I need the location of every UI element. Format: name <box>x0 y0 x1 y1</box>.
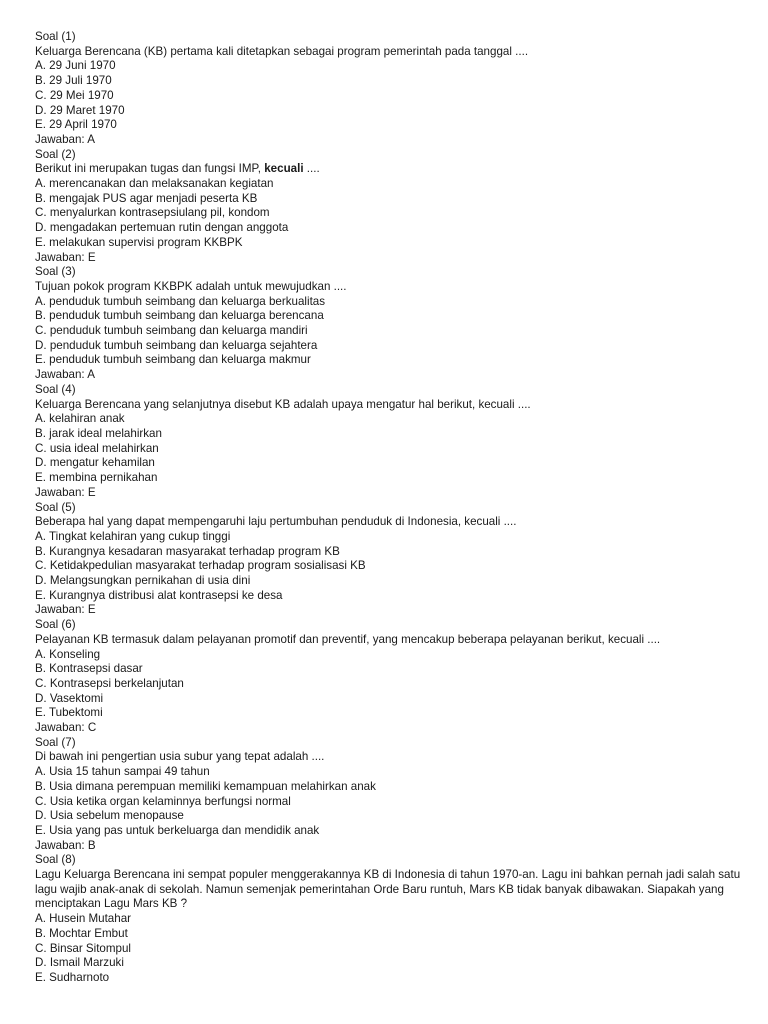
answer: Jawaban: A <box>35 132 95 146</box>
question-text: Beberapa hal yang dapat mempengaruhi laju pertumbuhan penduduk di Indonesia, kecuali .... <box>35 515 517 529</box>
question-label: Soal (2) <box>35 147 76 161</box>
option: B. penduduk tumbuh seimbang dan keluarga berencana <box>35 309 324 323</box>
option: C. Usia ketika organ kelaminnya berfungsi normal <box>35 794 291 808</box>
question-block <box>35 853 745 985</box>
option: B. Kurangnya kesadaran masyarakat terhadap program KB <box>35 544 340 558</box>
option: B. Mochtar Embut <box>35 926 128 940</box>
question-label: Soal (1) <box>35 30 76 43</box>
option: E. Usia yang pas untuk berkeluarga dan mendidik anak <box>35 823 320 837</box>
option: C. Binsar Sitompul <box>35 941 132 955</box>
question-text: Keluarga Berencana yang selanjutnya disebut KB adalah upaya mengatur hal berikut, kecuali .... <box>35 397 531 411</box>
option: A. Tingkat kelahiran yang cukup tinggi <box>35 529 231 543</box>
option: D. Vasektomi <box>35 691 104 705</box>
option: B. Usia dimana perempuan memiliki kemampuan melahirkan anak <box>35 779 376 793</box>
option: E. membina pernikahan <box>35 471 158 485</box>
question-label: Soal (7) <box>35 735 76 749</box>
option: C. 29 Mei 1970 <box>35 88 114 102</box>
answer: Jawaban: E <box>35 485 96 499</box>
question-text-end: .... <box>306 162 320 176</box>
answer: Jawaban: A <box>35 368 95 382</box>
question-label: Soal (6) <box>35 618 76 632</box>
option: D. penduduk tumbuh seimbang dan keluarga sejahtera <box>35 338 318 352</box>
option: A. Husein Mutahar <box>35 912 132 926</box>
option: A. penduduk tumbuh seimbang dan keluarga berkualitas <box>35 294 326 308</box>
option: A. merencanakan dan melaksanakan kegiatan <box>35 177 274 191</box>
question-label: Soal (5) <box>35 500 76 514</box>
option: B. jarak ideal melahirkan <box>35 426 162 440</box>
question-block <box>35 265 745 383</box>
question-text-start: Berikut ini merupakan tugas dan fungsi IMP, <box>35 162 261 176</box>
option: E. penduduk tumbuh seimbang dan keluarga makmur <box>35 353 311 367</box>
option: A. Konseling <box>35 647 101 661</box>
option: D. mengatur kehamilan <box>35 456 155 470</box>
option: A. Usia 15 tahun sampai 49 tahun <box>35 765 210 779</box>
question-label: Soal (4) <box>35 382 76 396</box>
option: C. penduduk tumbuh seimbang dan keluarga mandiri <box>35 324 308 338</box>
question-block <box>35 383 745 501</box>
question-text: Tujuan pokok program KKBPK adalah untuk mewujudkan .... <box>35 279 347 293</box>
question-block <box>35 618 745 736</box>
document-page <box>35 30 745 986</box>
option: D. mengadakan pertemuan rutin dengan anggota <box>35 221 289 235</box>
question-text <box>35 162 745 177</box>
option: C. menyalurkan kontrasepsiulang pil, kondom <box>35 206 270 220</box>
option: D. Ismail Marzuki <box>35 956 124 970</box>
option: C. Ketidakpedulian masyarakat terhadap program sosialisasi KB <box>35 559 366 573</box>
question-label: Soal (3) <box>35 265 76 279</box>
option: E. 29 April 1970 <box>35 118 117 132</box>
question-text: Keluarga Berencana (KB) pertama kali ditetapkan sebagai program pemerintah pada tanggal .... <box>35 44 529 58</box>
question-label: Soal (8) <box>35 853 76 867</box>
question-block <box>35 148 745 266</box>
option: D. 29 Maret 1970 <box>35 103 125 117</box>
question-block <box>35 30 745 148</box>
option: E. Tubektomi <box>35 706 103 720</box>
answer: Jawaban: E <box>35 250 96 264</box>
question-text: Lagu Keluarga Berencana ini sempat populer menggerakannya KB di Indonesia di tahun 1970-an. Lagu ini bahkan pernah jadi salah satu lagu wajib anak-anak di sekolah. Namun semenjak pemerintahan Orde Baru runtuh, Mars KB tidak banyak dibawakan. Siapakah yang menciptakan Lagu Mars KB ? <box>35 868 741 911</box>
option: E. Kurangnya distribusi alat kontrasepsi ke desa <box>35 588 283 602</box>
option: D. Melangsungkan pernikahan di usia dini <box>35 574 251 588</box>
answer: Jawaban: E <box>35 603 96 617</box>
option: E. melakukan supervisi program KKBPK <box>35 235 243 249</box>
option: C. usia ideal melahirkan <box>35 441 159 455</box>
option: B. mengajak PUS agar menjadi peserta KB <box>35 191 258 205</box>
question-block <box>35 501 745 619</box>
question-text: Di bawah ini pengertian usia subur yang tepat adalah .... <box>35 750 325 764</box>
question-block <box>35 736 745 854</box>
answer: Jawaban: B <box>35 838 96 852</box>
question-keyword: kecuali <box>264 162 304 176</box>
option: B. 29 Juli 1970 <box>35 74 112 88</box>
option: B. Kontrasepsi dasar <box>35 662 143 676</box>
option: E. Sudharnoto <box>35 971 110 984</box>
option: A. kelahiran anak <box>35 412 125 426</box>
option: C. Kontrasepsi berkelanjutan <box>35 676 184 690</box>
option: D. Usia sebelum menopause <box>35 809 184 823</box>
answer: Jawaban: C <box>35 721 97 735</box>
question-text: Pelayanan KB termasuk dalam pelayanan promotif dan preventif, yang mencakup beberapa pelayanan berikut, kecuali .... <box>35 632 661 646</box>
option: A. 29 Juni 1970 <box>35 59 116 73</box>
